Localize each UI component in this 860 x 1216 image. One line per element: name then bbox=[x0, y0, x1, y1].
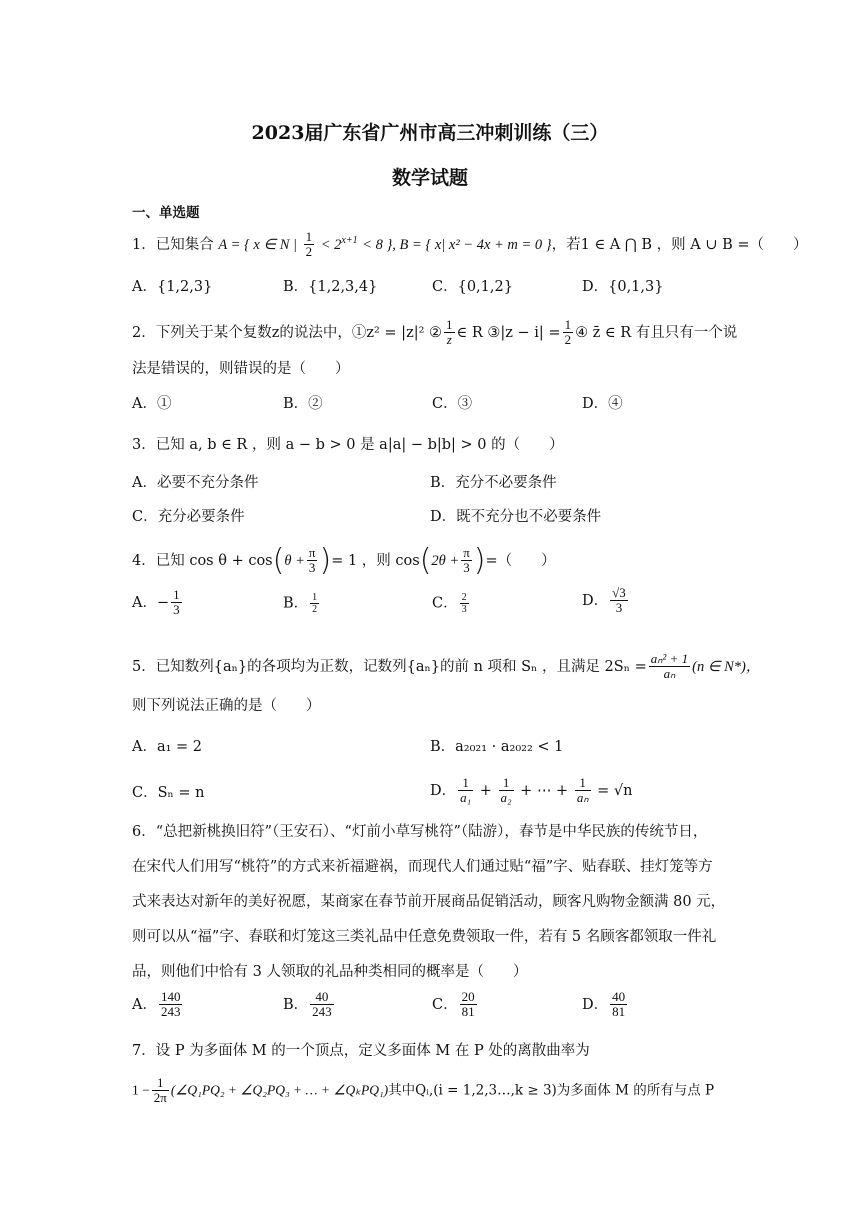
q4-part-d: 2θ + bbox=[431, 552, 460, 569]
q2-part-c: ④ z̄ ∈ R 有且只有一个说 bbox=[575, 324, 738, 341]
question-6-line-2: 在宋代人们用写“桃符”的方式来祈福避祸，而现代人们通过贴“福”字、贴春联、挂灯笼等方 bbox=[132, 859, 713, 875]
question-6-line-3: 式来表达对新年的美好祝愿，某商家在春节前开展商品促销活动，顾客凡购物金额满 80 元， bbox=[132, 894, 726, 910]
exam-title: 2023届广东省广州市高三冲刺训练（三） bbox=[251, 122, 609, 144]
question-2-line-2: 法是错误的，则错误的是（ ） bbox=[132, 361, 350, 377]
q4-part-b: θ + bbox=[284, 552, 305, 569]
q4-pi-fraction-1: $\frac{\pi}{3}$ bbox=[308, 545, 316, 576]
q1-number: 1． bbox=[132, 236, 156, 253]
q2-part-b: ∈ R ③|z − i| = bbox=[456, 324, 561, 341]
q7-fraction: $\frac{1}{2\pi}$ bbox=[153, 1075, 167, 1106]
q1-ineq: < 2 bbox=[320, 236, 342, 253]
q7-part-c: 其中Qᵢ,(i = 1,2,3…,k ≥ 3)为多面体 M 的所有与点 P bbox=[388, 1082, 715, 1099]
q4-part-a: 4．已知 cos θ + cos bbox=[132, 552, 273, 569]
q2-option-c: C．③ bbox=[432, 396, 473, 412]
q2-option-a: A．① bbox=[132, 396, 172, 412]
q1-stem: 已知集合 bbox=[155, 236, 214, 253]
q4-option-b: B． $\frac{1}{2}$ bbox=[283, 592, 318, 615]
q5-part-b: (n ∈ N*)， bbox=[692, 658, 761, 675]
q4-paren-close-2: ) bbox=[473, 542, 486, 578]
q1-fraction: $\frac{1}{2}$ bbox=[305, 229, 313, 260]
q5-option-d: D． $\frac{1}{\text{a₁}}$ + $\frac{1}{\text{a₂}}$ + ⋯ + $\frac{1}{\text{aₙ}}$ = √n bbox=[430, 775, 633, 806]
q5-option-a: A．a₁ = 2 bbox=[132, 739, 203, 755]
question-4 bbox=[132, 542, 556, 578]
section-heading: 一、单选题 bbox=[132, 205, 200, 221]
q4-part-e: =（ ） bbox=[485, 552, 556, 569]
exam-subtitle: 数学试题 bbox=[391, 167, 468, 189]
question-1 bbox=[132, 230, 808, 260]
question-6-line-4: 则可以从“福”字、春联和灯笼这三类礼品中任意免费领取一件，若有 5 名顾客都领取一件礼 bbox=[132, 929, 717, 945]
question-7-line-1: 7．设 P 为多面体 M 的一个顶点，定义多面体 M 在 P 处的离散曲率为 bbox=[132, 1043, 590, 1059]
question-3: 3．已知 a, b ∈ R ，则 a − b > 0 是 a|a| − b|b| > 0 的（ ） bbox=[132, 437, 564, 453]
q2-part-a: 2．下列关于某个复数z的说法中，①z² = |z|² ② bbox=[132, 324, 443, 341]
q4-option-c: C． $\frac{2}{3}$ bbox=[432, 592, 467, 615]
q5-option-c: C．Sₙ = n bbox=[132, 785, 205, 801]
q6-option-a: A． $\frac{140}{243}$ bbox=[132, 989, 181, 1020]
q2-option-b: B．② bbox=[283, 396, 323, 412]
q5-fraction: $\frac{\text{aₙ² + 1}}{\text{aₙ}}$ bbox=[650, 651, 689, 682]
q2-fraction-2: $\frac{1}{2}$ bbox=[564, 317, 572, 348]
q6-option-d: D． $\frac{40}{81}$ bbox=[582, 989, 626, 1020]
q1-set-a: A = { x ∈ N | bbox=[218, 236, 297, 253]
q1-exponent: x+1 bbox=[341, 234, 358, 246]
q4-option-a: A．− $\frac{1}{3}$ bbox=[132, 587, 180, 618]
q3-option-b: B．充分不必要条件 bbox=[430, 475, 557, 491]
question-2-line-1 bbox=[132, 318, 737, 348]
question-5-line-2: 则下列说法正确的是（ ） bbox=[132, 698, 321, 714]
q4-paren-close-1: ) bbox=[319, 542, 332, 578]
q5-part-a: 5．已知数列{aₙ}的各项均为正数，记数列{aₙ}的前 n 项和 Sₙ ，且满足 2Sₙ = bbox=[132, 658, 647, 675]
q3-option-a: A．必要不充分条件 bbox=[132, 475, 259, 491]
q2-option-d: D．④ bbox=[582, 396, 623, 412]
q1-option-a: A．{1,2,3} bbox=[132, 279, 213, 295]
q4-paren-open-2: ( bbox=[419, 542, 432, 578]
question-6-line-5: 品，则他们中恰有 3 人领取的礼品种类相同的概率是（ ） bbox=[132, 964, 528, 980]
q6-option-c: C． $\frac{20}{81}$ bbox=[432, 989, 475, 1020]
q5-option-b: B．a₂₀₂₁ · a₂₀₂₂ < 1 bbox=[430, 739, 564, 755]
q7-part-b: (∠Q₁PQ₂ + ∠Q₂PQ₃ + … + ∠QₖPQ₁) bbox=[170, 1082, 389, 1098]
q4-option-d: D． $\frac{√3}{3}$ bbox=[582, 585, 626, 616]
q2-fraction-1: $\frac{1}{z}$ bbox=[446, 317, 453, 348]
q3-option-c: C．充分必要条件 bbox=[132, 509, 245, 525]
question-5-line-1 bbox=[132, 652, 760, 682]
q4-pi-fraction-2: $\frac{\pi}{3}$ bbox=[463, 545, 470, 576]
q1-option-c: C．{0,1,2} bbox=[432, 279, 513, 295]
q4-part-c: = 1 ，则 cos bbox=[331, 552, 420, 569]
q1-tail: ，若1 ∈ A ⋂ B ，则 A ∪ B =（ ） bbox=[551, 236, 808, 253]
q6-option-b: B． $\frac{40}{243}$ bbox=[283, 989, 332, 1020]
question-6-line-1: 6．“总把新桃换旧符”（王安石）、“灯前小草写桃符”（陆游），春节是中华民族的传统节日， bbox=[132, 824, 708, 840]
q1-option-d: D．{0,1,3} bbox=[582, 279, 664, 295]
q4-paren-open-1: ( bbox=[272, 542, 285, 578]
q1-set-b: < 8 }, B = { x| x² − 4x + m = 0 } bbox=[362, 236, 552, 253]
question-7-line-2 bbox=[132, 1076, 714, 1106]
q7-part-a: 1 − bbox=[132, 1082, 150, 1098]
q3-option-d: D．既不充分也不必要条件 bbox=[430, 509, 602, 525]
q1-option-b: B．{1,2,3,4} bbox=[283, 279, 378, 295]
